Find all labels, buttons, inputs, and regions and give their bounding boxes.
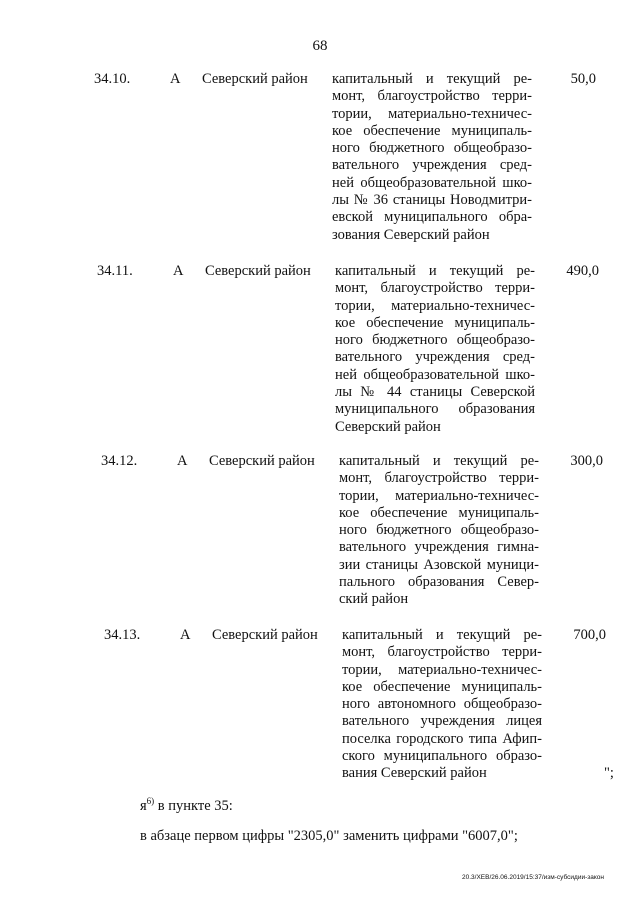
item-superscript: 6)	[146, 796, 155, 806]
description-line: вания Северский район	[342, 765, 487, 782]
description-line: вательного учреждения лицея	[342, 713, 542, 730]
description-line: тории, материально-техничес-	[342, 661, 542, 678]
page-number: 68	[312, 38, 328, 54]
row-category: А	[173, 263, 184, 279]
description-line: зии станицы Азовской муници-	[339, 556, 539, 573]
row-amount: 300,0	[570, 453, 603, 469]
document-footer: 20.3/ХЕВ/26.06.2019/15:37/изм-субсидии-закон	[462, 874, 604, 881]
description-line: ский район	[339, 591, 409, 608]
description-line: капитальный и текущий ре-	[332, 71, 532, 87]
closing-quote: ";	[604, 765, 614, 781]
description-line: лы № 44 станицы Северской	[335, 384, 535, 401]
description-line: поселка городского типа Афип-	[342, 730, 542, 747]
row-amount: 490,0	[566, 263, 599, 279]
description-line: тории, материально-техничес-	[335, 297, 535, 314]
item-heading	[140, 798, 233, 815]
description-line: евской муниципального обра-	[332, 209, 532, 226]
description-line: вательного учреждения гимна-	[339, 539, 539, 556]
row-amount: 700,0	[573, 627, 606, 643]
description-line: ного бюджетного общеобразо-	[335, 332, 535, 349]
row-number: 34.13.	[104, 627, 141, 643]
instruction-paragraph: в абзаце первом цифры "2305,0" заменить цифрами "6007,0";	[140, 828, 518, 844]
description-line: тории, материально-техничес-	[339, 487, 539, 504]
description-line: ней общеобразовательной шко-	[335, 366, 535, 383]
row-description	[335, 263, 535, 436]
description-line: кое обеспечение муниципаль-	[339, 504, 539, 521]
row-amount: 50,0	[570, 71, 596, 87]
item-letter: я	[140, 798, 147, 814]
description-line: ского муниципального образо-	[342, 748, 542, 765]
item-text: в пункте 35:	[154, 798, 233, 814]
description-line: тории, материально-техничес-	[332, 105, 532, 122]
row-number: 34.12.	[101, 453, 138, 469]
row-number: 34.11.	[97, 263, 133, 279]
description-line: кое обеспечение муниципаль-	[332, 122, 532, 139]
row-description	[332, 71, 532, 244]
row-number: 34.10.	[94, 71, 131, 87]
description-line: муниципального образования	[335, 401, 535, 418]
description-line: Северский район	[335, 418, 441, 435]
description-line: монт, благоустройство терри-	[335, 280, 535, 297]
description-line: ного автономного общеобразо-	[342, 696, 542, 713]
description-line: ней общеобразовательной шко-	[332, 174, 532, 191]
description-line: вательного учреждения сред-	[335, 349, 535, 366]
description-line: вательного учреждения сред-	[332, 157, 532, 174]
description-line: кое обеспечение муниципаль-	[335, 314, 535, 331]
description-line: монт, благоустройство терри-	[342, 644, 542, 661]
row-description	[342, 627, 542, 783]
description-line: зования Северский район	[332, 226, 490, 243]
description-line: капитальный и текущий ре-	[339, 453, 539, 469]
row-category: А	[180, 627, 191, 643]
description-line: монт, благоустройство терри-	[339, 470, 539, 487]
description-line: кое обеспечение муниципаль-	[342, 678, 542, 695]
description-line: ного бюджетного общеобразо-	[332, 140, 532, 157]
description-line: капитальный и текущий ре-	[342, 627, 542, 643]
description-line: лы № 36 станицы Новодмитри-	[332, 192, 532, 209]
row-category: А	[177, 453, 188, 469]
row-district: Северский район	[205, 263, 311, 279]
row-district: Северский район	[212, 627, 318, 643]
description-line: монт, благоустройство терри-	[332, 88, 532, 105]
row-district: Северский район	[209, 453, 315, 469]
description-line: капитальный и текущий ре-	[335, 263, 535, 279]
row-district: Северский район	[202, 71, 308, 87]
description-line: ного бюджетного общеобразо-	[339, 522, 539, 539]
row-category: А	[170, 71, 181, 87]
description-line: пального образования Север-	[339, 574, 539, 591]
row-description	[339, 453, 539, 609]
